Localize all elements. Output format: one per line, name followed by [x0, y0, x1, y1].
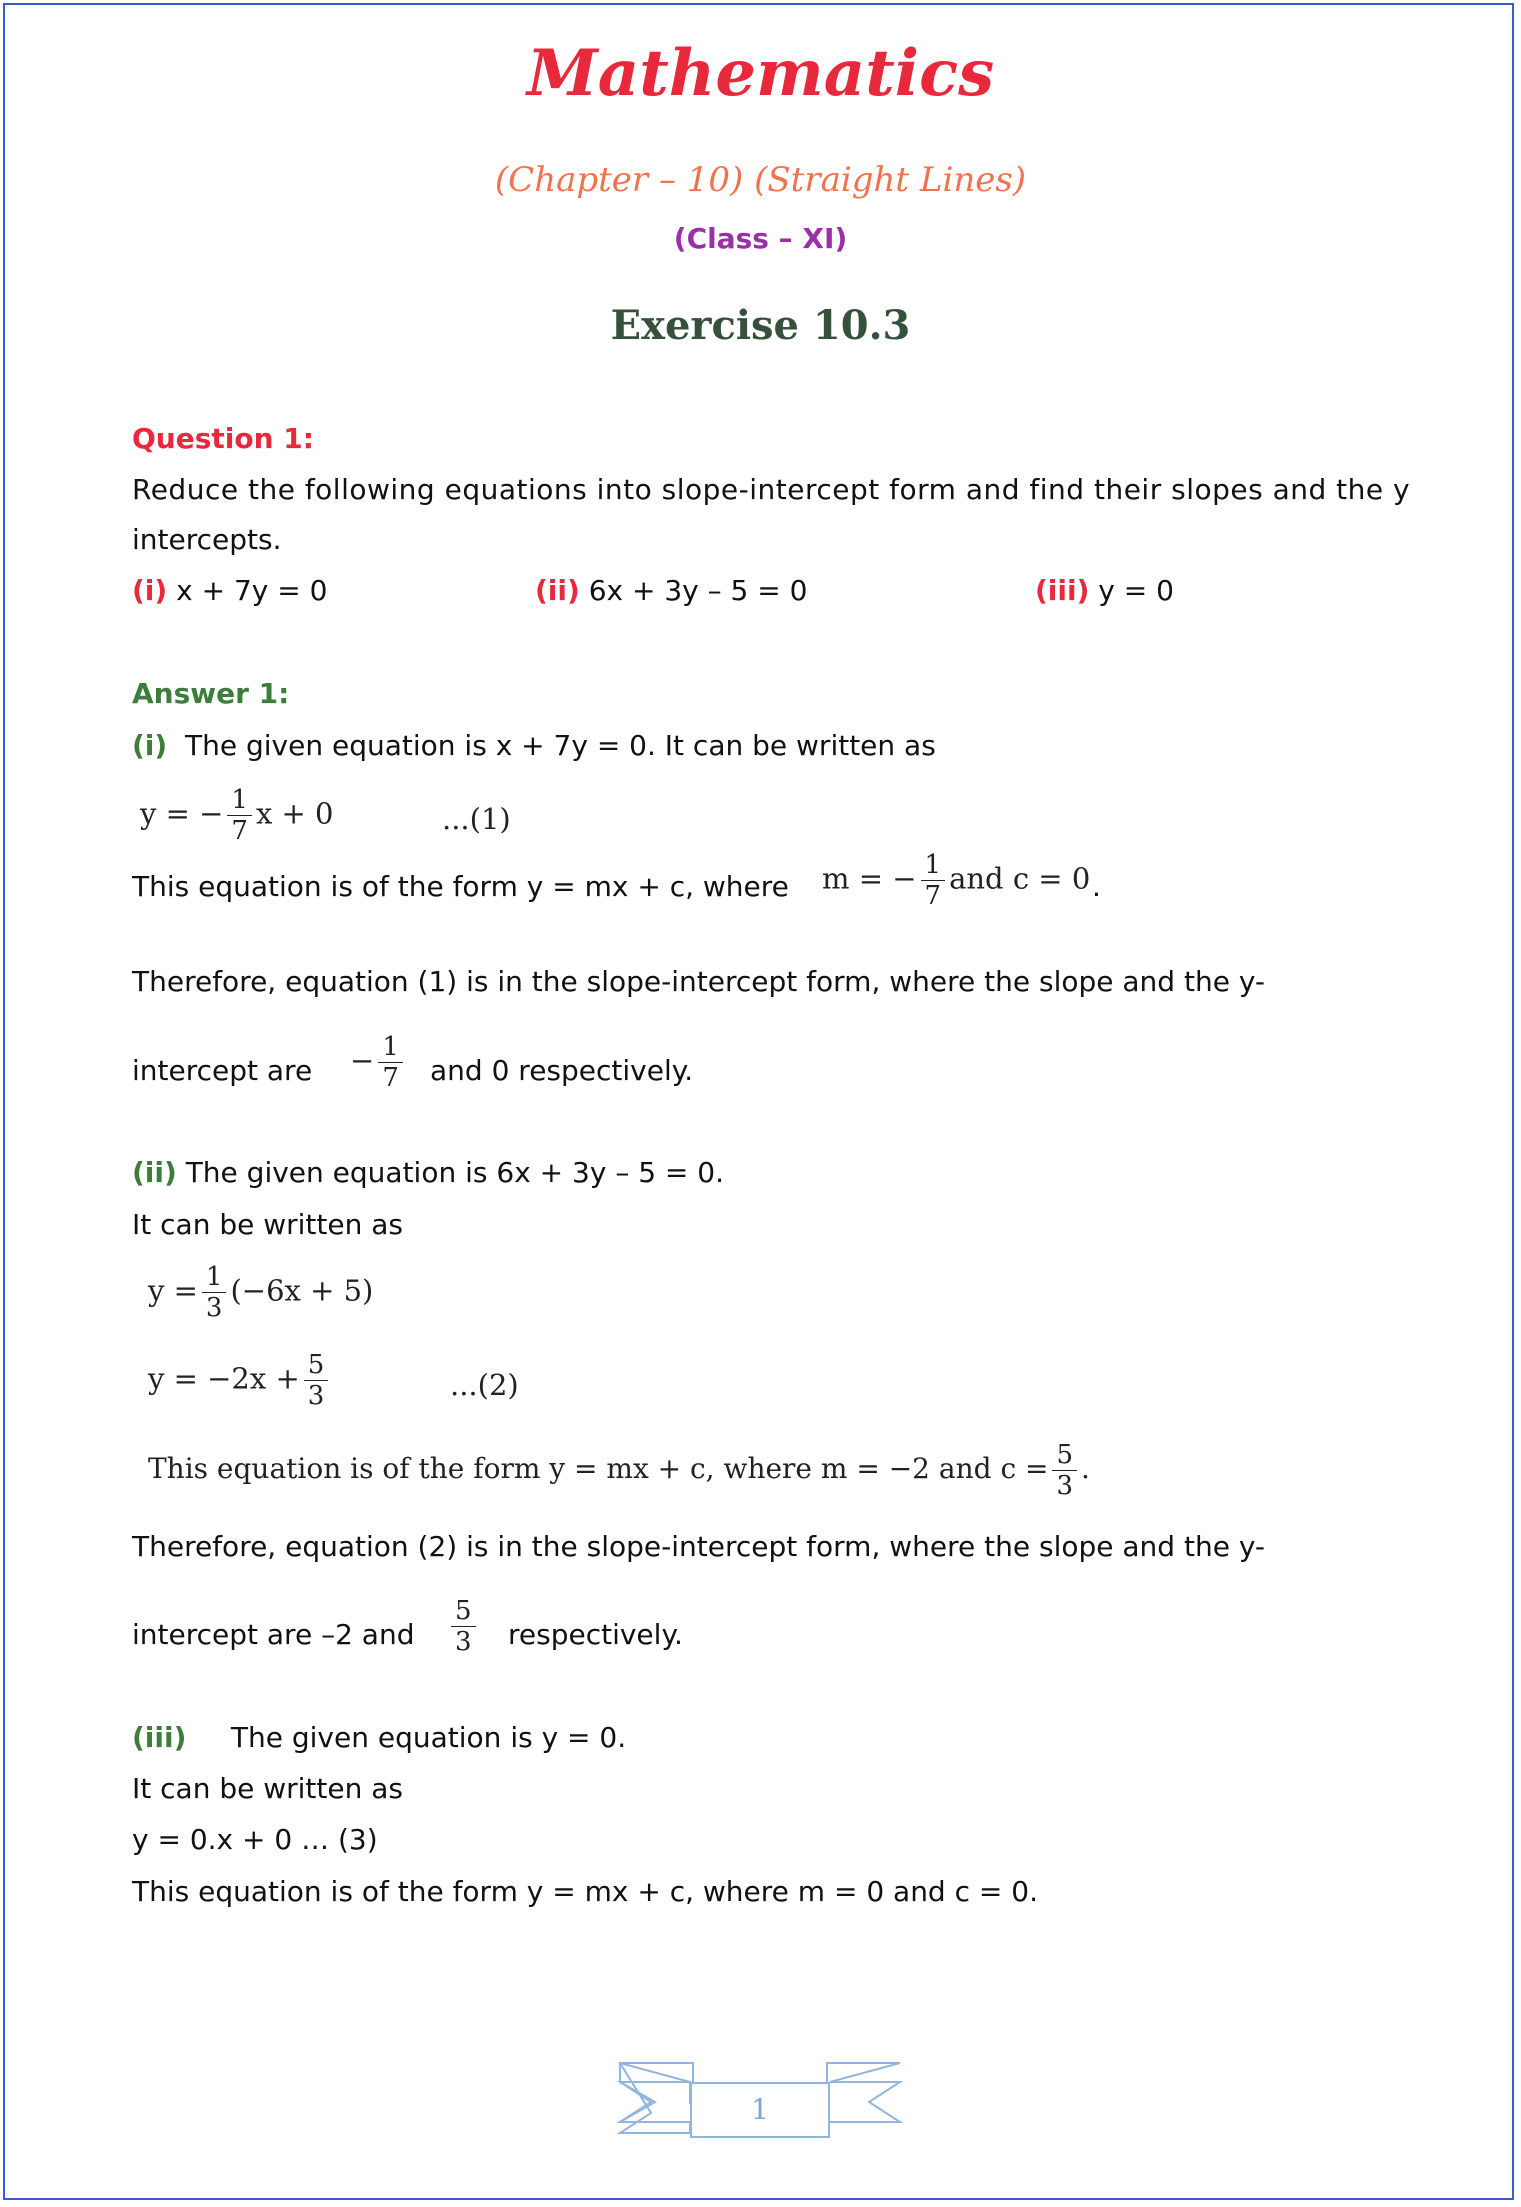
equation-tag-1: ...(1) — [442, 802, 511, 836]
part-label: (ii) — [535, 574, 580, 607]
answer-part3-intro — [132, 1720, 626, 1756]
question-text-line1: Reduce the following equations into slope-intercept form and find their slopes and the y — [132, 473, 1411, 506]
intercept-value: and c = 0 — [949, 861, 1091, 896]
answer-part1-therefore: Therefore, equation (1) is in the slope-intercept form, where the slope and the y- — [132, 965, 1266, 998]
answer-label: Answer 1: — [132, 677, 290, 710]
form-text: This equation is of the form y = mx + c, where m = −2 and c = — [148, 1452, 1049, 1485]
answer-part1-intro — [132, 728, 936, 764]
question-label: Question 1: — [132, 422, 314, 455]
equation-lhs: y = −2x + — [148, 1361, 300, 1396]
equation-lhs: y = − — [140, 796, 224, 831]
answer-part1-intercept-pre: intercept are — [132, 1054, 313, 1087]
fraction-numerator: 1 — [202, 1262, 227, 1293]
page-title: Mathematics — [526, 36, 995, 111]
slope-label: m = − — [822, 861, 917, 896]
fraction — [304, 1350, 329, 1411]
answer-part2-intro — [132, 1155, 724, 1191]
part-equation: 6x + 3y – 5 = 0 — [588, 574, 808, 607]
answer-part1-form-text: This equation is of the form y = mx + c, where — [132, 870, 789, 903]
chapter-heading: (Chapter – 10) (Straight Lines) — [494, 160, 1027, 200]
answer-part2-equation2 — [148, 1350, 332, 1411]
answer-part2-therefore: Therefore, equation (2) is in the slope-intercept form, where the slope and the y- — [132, 1530, 1266, 1563]
fraction-denominator: 3 — [307, 1381, 325, 1411]
part-label: (i) — [132, 729, 168, 762]
part-label: (ii) — [132, 1156, 177, 1189]
equation-rhs: x + 0 — [255, 796, 334, 831]
intro-text: The given equation is y = 0. — [230, 1721, 627, 1754]
fraction-numerator: 1 — [378, 1032, 403, 1063]
page-number: 1 — [690, 2082, 830, 2138]
fraction — [451, 1596, 476, 1657]
fraction-denominator: 3 — [205, 1293, 223, 1323]
fraction-numerator: 5 — [1052, 1440, 1077, 1471]
intro-text: The given equation is x + 7y = 0. It can be written as — [185, 729, 936, 762]
class-label: (Class – XI) — [673, 222, 848, 255]
question-part-ii — [535, 573, 807, 609]
form-period: . — [1081, 1452, 1090, 1485]
answer-part2-written: It can be written as — [132, 1208, 404, 1241]
fraction-numerator: 5 — [304, 1350, 329, 1381]
answer-part2-intercept-post: respectively. — [508, 1618, 683, 1651]
part-label: (iii) — [132, 1721, 187, 1754]
answer-part3-written: It can be written as — [132, 1772, 404, 1805]
fraction — [202, 1262, 227, 1323]
answer-part3-equation: y = 0.x + 0 … (3) — [132, 1823, 378, 1856]
answer-part3-form: This equation is of the form y = mx + c, where m = 0 and c = 0. — [132, 1875, 1038, 1908]
minus-sign: − — [350, 1043, 375, 1078]
question-part-iii — [1035, 573, 1174, 609]
answer-part1-intercept-post: and 0 respectively. — [430, 1054, 694, 1087]
question-text-line2: intercepts. — [132, 523, 282, 556]
fraction — [1052, 1440, 1077, 1501]
form-period: . — [1092, 870, 1101, 903]
question-part-i — [132, 573, 327, 609]
answer-part2-intercept-pre: intercept are –2 and — [132, 1618, 415, 1651]
exercise-heading: Exercise 10.3 — [610, 302, 911, 349]
fraction — [921, 850, 946, 911]
fraction-denominator: 3 — [1056, 1471, 1074, 1501]
equation-rhs: (−6x + 5) — [230, 1273, 374, 1308]
fraction-denominator: 7 — [382, 1063, 399, 1093]
equation-tag-2: ...(2) — [450, 1368, 519, 1402]
fraction-numerator: 1 — [227, 785, 252, 816]
fraction-denominator: 7 — [924, 881, 942, 911]
part-label: (iii) — [1035, 574, 1090, 607]
answer-part1-intercept-fraction — [350, 1032, 407, 1093]
equation-lhs: y = — [148, 1273, 198, 1308]
answer-part2-form — [148, 1440, 1090, 1501]
fraction-numerator: 1 — [921, 850, 946, 881]
fraction — [227, 785, 252, 846]
part-equation: y = 0 — [1098, 574, 1174, 607]
fraction-denominator: 7 — [231, 816, 248, 846]
part-label: (i) — [132, 574, 168, 607]
fraction-denominator: 3 — [455, 1627, 472, 1657]
answer-part1-equation — [140, 785, 334, 846]
answer-part1-form-math — [822, 850, 1090, 911]
part-equation: x + 7y = 0 — [176, 574, 328, 607]
intro-text: The given equation is 6x + 3y – 5 = 0. — [185, 1156, 725, 1189]
fraction-numerator: 5 — [451, 1596, 476, 1627]
answer-part2-intercept-fraction — [447, 1596, 480, 1657]
answer-part2-equation1 — [148, 1262, 373, 1323]
fraction — [378, 1032, 403, 1093]
